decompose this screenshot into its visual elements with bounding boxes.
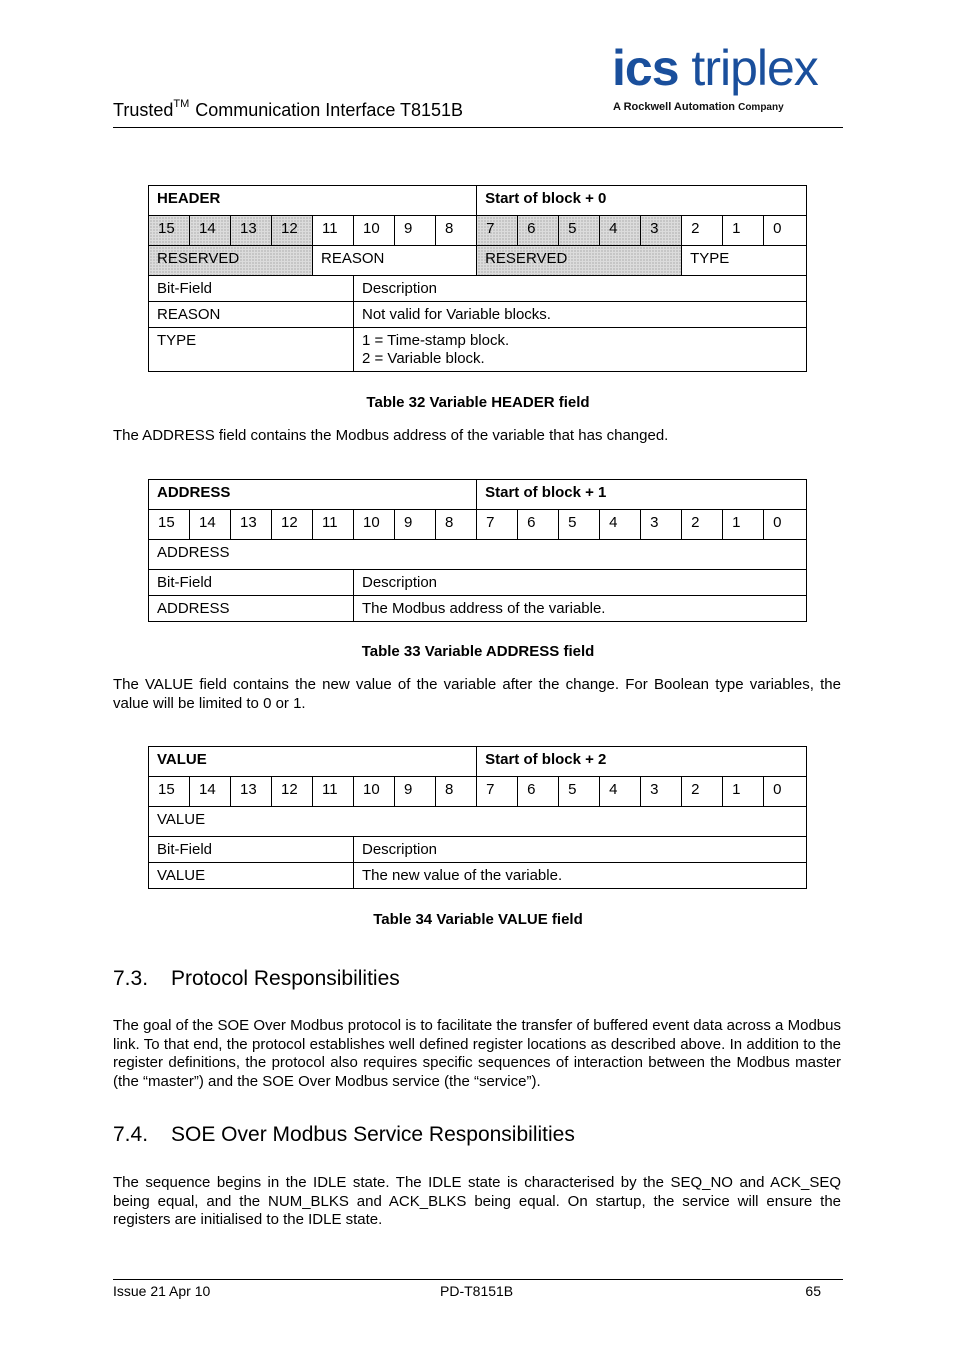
field-row (149, 246, 807, 276)
section-number: 7.4. (113, 1123, 149, 1146)
bit-row (149, 216, 807, 246)
bit-cell: 3 (641, 777, 682, 807)
field-row (149, 807, 807, 837)
section-number: 7.3. (113, 967, 149, 990)
bit-cell: 13 (231, 510, 272, 540)
bit-cell: 13 (231, 777, 272, 807)
bit-cell: 0 (764, 216, 807, 246)
logo-wordmark (612, 40, 818, 96)
col-bitfield: Bit-Field (149, 276, 354, 302)
bit-cell: 8 (436, 216, 477, 246)
table-address-field (148, 479, 807, 622)
section-heading (113, 967, 400, 991)
col-description: Description (354, 276, 807, 302)
bit-cell: 2 (682, 777, 723, 807)
bit-cell: 1 (723, 777, 764, 807)
company-logo (612, 40, 844, 120)
field-reason: REASON (313, 246, 477, 276)
table-name: VALUE (149, 747, 477, 777)
field-reserved-low: RESERVED (477, 246, 682, 276)
table-caption: Table 32 Variable HEADER field (366, 394, 590, 411)
table-row (149, 328, 807, 372)
bit-cell: 9 (395, 510, 436, 540)
row-desc (354, 328, 807, 372)
desc-header-row (149, 837, 807, 863)
table-row (149, 863, 807, 889)
table-row (149, 302, 807, 328)
bit-cell: 14 (190, 777, 231, 807)
bit-cell: 5 (559, 777, 600, 807)
bit-cell: 12 (272, 510, 313, 540)
section-heading (113, 1123, 575, 1147)
bit-cell: 10 (354, 216, 395, 246)
bit-cell: 13 (231, 216, 272, 246)
bit-row (149, 510, 807, 540)
logo-rest: triplex (691, 40, 818, 96)
row-field: VALUE (149, 863, 354, 889)
row-field: REASON (149, 302, 354, 328)
desc-header-row (149, 276, 807, 302)
header-rule (113, 127, 843, 128)
bit-cell: 10 (354, 510, 395, 540)
bit-cell: 7 (477, 777, 518, 807)
bit-cell: 12 (272, 216, 313, 246)
footer-doc-id: PD-T8151B (440, 1283, 514, 1299)
bit-cell: 14 (190, 510, 231, 540)
title-main: Trusted (113, 100, 174, 120)
col-bitfield: Bit-Field (149, 570, 354, 596)
col-description: Description (354, 837, 807, 863)
bit-cell: 9 (395, 777, 436, 807)
logo-tag-small: Company (738, 102, 784, 113)
bit-cell: 1 (723, 216, 764, 246)
bit-cell: 3 (641, 510, 682, 540)
bit-cell: 10 (354, 777, 395, 807)
paragraph: The VALUE field contains the new value of the variable after the change. For Boolean type variables, the value will be limited to 0 or 1. (113, 676, 841, 712)
paragraph: The sequence begins in the IDLE state. The IDLE state is characterised by the SEQ_NO and ACK_SEQ being equal, and the NUM_BLKS and ACK_BLKS being equal. On startup, the service will ensure the registers are initialised to the IDLE state. (113, 1174, 841, 1228)
bit-cell: 15 (149, 777, 190, 807)
table-caption: Table 33 Variable ADDRESS field (361, 643, 595, 660)
field-row (149, 540, 807, 570)
desc-header-row (149, 570, 807, 596)
row-field: ADDRESS (149, 596, 354, 622)
bit-cell: 1 (723, 510, 764, 540)
field-reserved-high: RESERVED (149, 246, 313, 276)
bit-cell: 11 (313, 510, 354, 540)
bit-cell: 15 (149, 216, 190, 246)
document-title (113, 98, 463, 121)
bit-cell: 11 (313, 216, 354, 246)
section-title: SOE Over Modbus Service Responsibilities (171, 1123, 575, 1146)
col-bitfield: Bit-Field (149, 837, 354, 863)
table-name: ADDRESS (149, 480, 477, 510)
col-description: Description (354, 570, 807, 596)
logo-bold: ics (612, 40, 679, 96)
footer-rule (113, 1279, 843, 1280)
field-address: ADDRESS (149, 540, 807, 570)
bit-cell: 6 (518, 510, 559, 540)
paragraph: The ADDRESS field contains the Modbus address of the variable that has changed. (113, 427, 669, 444)
bit-row (149, 777, 807, 807)
table-caption: Table 34 Variable VALUE field (373, 911, 583, 928)
bit-cell: 5 (559, 216, 600, 246)
block-offset: Start of block + 1 (477, 480, 807, 510)
footer-issue: Issue 21 Apr 10 (113, 1283, 211, 1299)
row-desc: Not valid for Variable blocks. (354, 302, 807, 328)
paragraph: The goal of the SOE Over Modbus protocol is to facilitate the transfer of buffered event data across a Modbus link. To that end, the protocol establishes well defined register locations as described above. In addition to the register definitions, the protocol also requires specific sequences of interaction between the Modbus master (the “master”) and the SOE Over Modbus service (the “service”). (113, 1017, 841, 1090)
bit-cell: 5 (559, 510, 600, 540)
row-field: TYPE (149, 328, 354, 372)
bit-cell: 14 (190, 216, 231, 246)
bit-cell: 9 (395, 216, 436, 246)
row-desc: The Modbus address of the variable. (354, 596, 807, 622)
table-header-field (148, 185, 807, 372)
bit-cell: 2 (682, 216, 723, 246)
bit-cell: 8 (436, 510, 477, 540)
bit-cell: 4 (600, 510, 641, 540)
trademark-mark: TM (173, 98, 190, 110)
block-offset: Start of block + 2 (477, 747, 807, 777)
bit-cell: 12 (272, 777, 313, 807)
bit-cell: 4 (600, 777, 641, 807)
field-type: TYPE (682, 246, 807, 276)
bit-cell: 6 (518, 216, 559, 246)
bit-cell: 6 (518, 777, 559, 807)
bit-cell: 2 (682, 510, 723, 540)
page-number: 65 (805, 1283, 821, 1299)
bit-cell: 8 (436, 777, 477, 807)
bit-cell: 0 (764, 777, 807, 807)
section-title: Protocol Responsibilities (171, 967, 400, 990)
bit-cell: 11 (313, 777, 354, 807)
bit-cell: 7 (477, 216, 518, 246)
field-value: VALUE (149, 807, 807, 837)
block-offset: Start of block + 0 (477, 186, 807, 216)
bit-cell: 3 (641, 216, 682, 246)
title-rest: Communication Interface T8151B (195, 100, 464, 120)
logo-tagline (613, 101, 784, 113)
bit-cell: 4 (600, 216, 641, 246)
table-name: HEADER (149, 186, 477, 216)
table-row (149, 596, 807, 622)
bit-cell: 0 (764, 510, 807, 540)
logo-tag: A Rockwell Automation (613, 101, 736, 113)
bit-cell: 7 (477, 510, 518, 540)
row-desc: The new value of the variable. (354, 863, 807, 889)
desc-line: 2 = Variable block. (362, 350, 485, 367)
desc-line: 1 = Time-stamp block. (362, 332, 510, 349)
bit-cell: 15 (149, 510, 190, 540)
table-value-field (148, 746, 807, 889)
